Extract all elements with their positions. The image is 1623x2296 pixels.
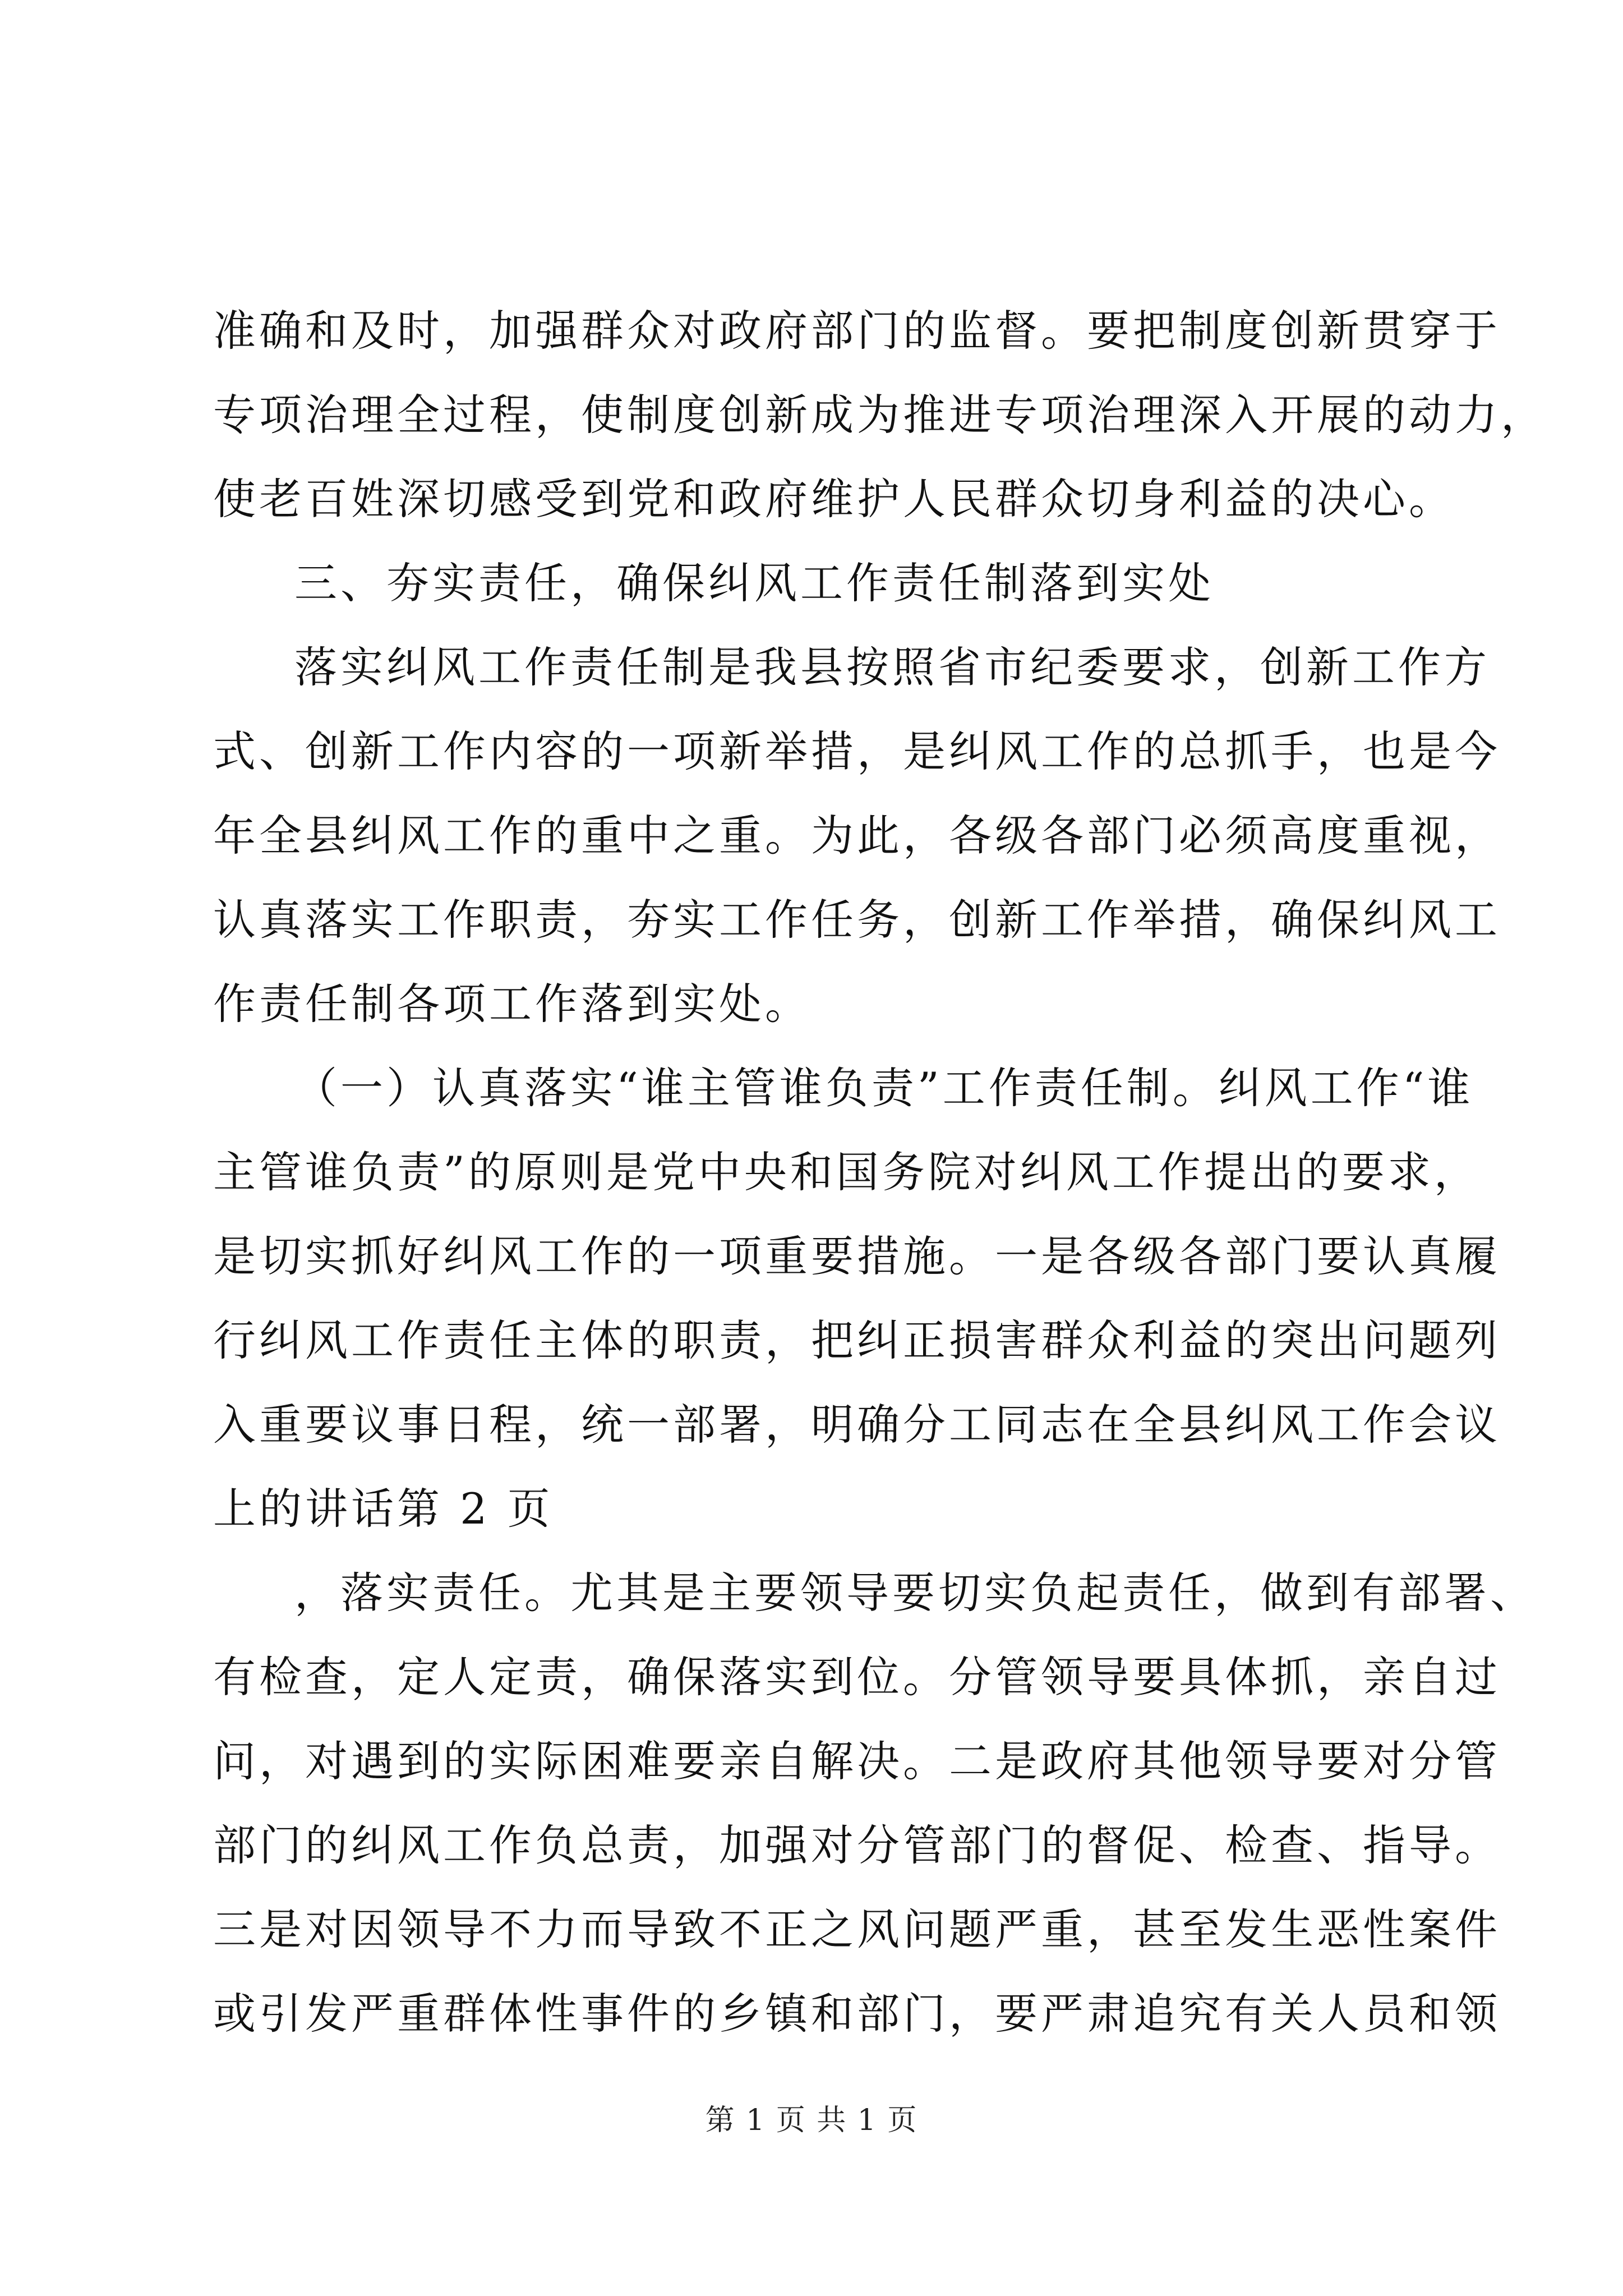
text-line: 专项治理全过程，使制度创新成为推进专项治理深入开展的动力， [213, 390, 1547, 440]
text-line: 行纠风工作责任主体的职责，把纠正损害群众利益的突出问题列 [213, 1315, 1501, 1365]
text-line: 问，对遇到的实际困难要亲自解决。二是政府其他领导要对分管 [213, 1736, 1501, 1786]
text-line: 式、创新工作内容的一项新举措，是纠风工作的总抓手，也是今 [213, 726, 1501, 776]
page-footer: 第 1 页 共 1 页 [705, 2104, 918, 2137]
text-line: ，落实责任。尤其是主要领导要切实负起责任，做到有部署、 [294, 1568, 1536, 1618]
text-line: 入重要议事日程，统一部署，明确分工同志在全县纠风工作会议 [213, 1400, 1501, 1450]
text-line: 有检查，定人定责，确保落实到位。分管领导要具体抓，亲自过 [213, 1652, 1501, 1702]
text-line: 作责任制各项工作落到实处。 [213, 979, 811, 1029]
text-line: 使老百姓深切感受到党和政府维护人民群众切身利益的决心。 [213, 474, 1455, 524]
text-line: 部门的纠风工作负总责，加强对分管部门的督促、检查、指导。 [213, 1820, 1501, 1870]
text-line: 年全县纠风工作的重中之重。为此，各级各部门必须高度重视， [213, 811, 1501, 861]
text-line: 认真落实工作职责，夯实工作任务，创新工作举措，确保纠风工 [213, 895, 1501, 945]
text-line: （一）认真落实“谁主管谁负责”工作责任制。纠风工作“谁 [294, 1063, 1474, 1113]
text-line: 或引发严重群体性事件的乡镇和部门，要严肃追究有关人员和领 [213, 1989, 1501, 2039]
text-line: 主管谁负责”的原则是党中央和国务院对纠风工作提出的要求， [213, 1147, 1480, 1197]
text-line: 三是对因领导不力而导致不正之风问题严重，甚至发生恶性案件 [213, 1904, 1501, 1954]
text-line: 准确和及时，加强群众对政府部门的监督。要把制度创新贯穿于 [213, 306, 1501, 356]
text-line: 落实纠风工作责任制是我县按照省市纪委要求，创新工作方 [294, 642, 1490, 692]
text-line: 上的讲话第 2 页 [213, 1484, 554, 1534]
section-heading: 三、夯实责任，确保纠风工作责任制落到实处 [294, 558, 1214, 608]
text-line: 是切实抓好纠风工作的一项重要措施。一是各级各部门要认真履 [213, 1231, 1501, 1281]
